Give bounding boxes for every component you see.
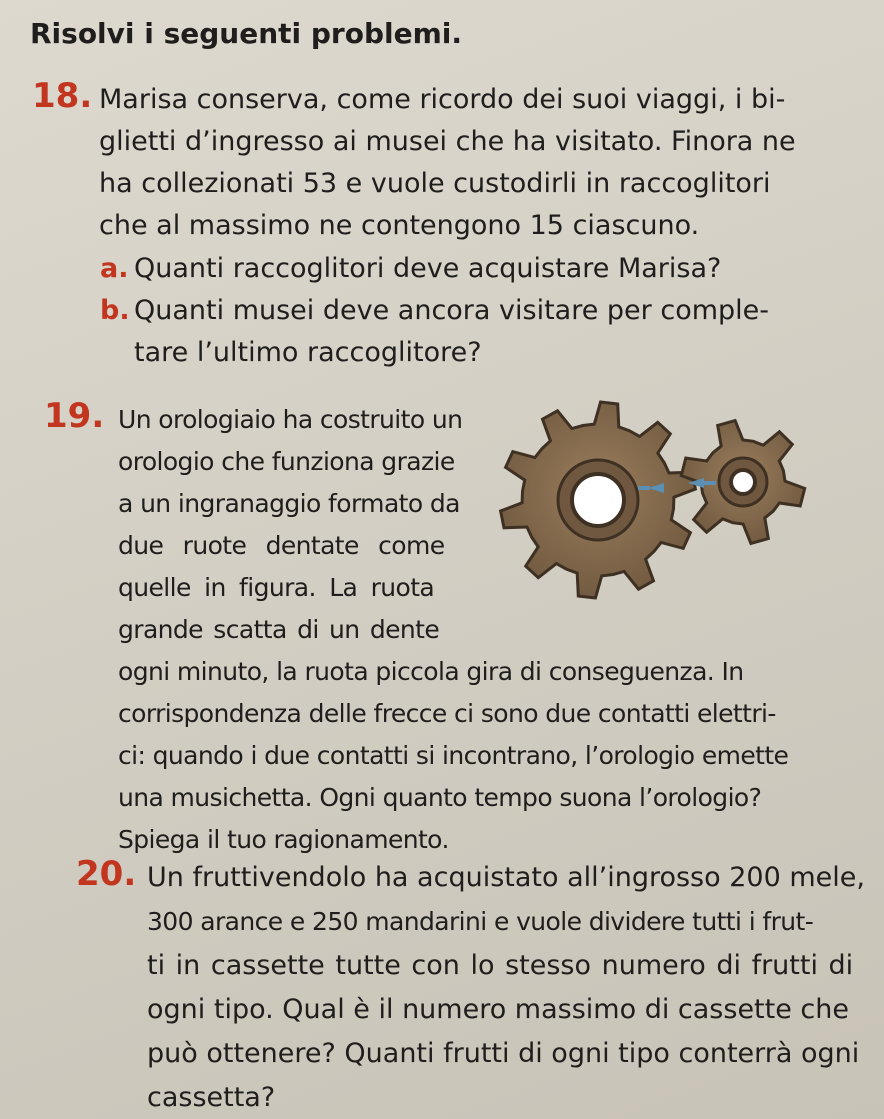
problem-19-number: 19. xyxy=(44,396,105,436)
section-heading: Risolvi i seguenti problemi. xyxy=(30,17,463,50)
problem-20-line-4: ogni tipo. Qual è il numero massimo di cassette che xyxy=(147,994,849,1025)
problem-19-line-2: orologio che funziona grazie xyxy=(118,447,455,476)
problem-18-b-line-1: Quanti musei deve ancora visitare per comple- xyxy=(134,295,770,326)
problem-19-line-3: a un ingranaggio formato da xyxy=(118,489,460,518)
problem-20-line-6: cassetta? xyxy=(147,1082,276,1113)
problem-19-line-10: una musichetta. Ogni quanto tempo suona l’orologio? xyxy=(118,783,762,812)
problem-19-line-4: due ruote dentate come xyxy=(118,531,445,560)
problem-19-line-9: ci: quando i due contatti si incontrano, l’orologio emette xyxy=(118,741,789,770)
problem-20-line-1: Un fruttivendolo ha acquistato all’ingrosso 200 mele, xyxy=(147,862,865,893)
problem-18-a-text: Quanti raccoglitori deve acquistare Marisa? xyxy=(134,253,722,284)
problem-19-line-8: corrispondenza delle frecce ci sono due contatti elettri- xyxy=(118,699,776,728)
problem-20-line-3: ti in cassette tutte con lo stesso numero di frutti di xyxy=(147,950,854,981)
problem-18-a-label: a. xyxy=(100,253,129,284)
arrow-large-gear-shaft xyxy=(638,486,650,490)
problem-19-line-1: Un orologiaio ha costruito un xyxy=(118,405,463,434)
problem-18-line-4: che al massimo ne contengono 15 ciascuno. xyxy=(99,210,700,241)
problem-19-line-7: ogni minuto, la ruota piccola gira di conseguenza. In xyxy=(118,657,744,686)
problem-18-line-1: Marisa conserva, come ricordo dei suoi viaggi, i bi- xyxy=(99,84,786,115)
problem-18-b-label: b. xyxy=(100,295,130,326)
problem-18-number: 18. xyxy=(32,76,93,116)
problem-20-line-5: può ottenere? Quanti frutti di ogni tipo conterrà ogni xyxy=(147,1038,860,1069)
gears-illustration xyxy=(498,385,828,600)
problem-19-line-11: Spiega il tuo ragionamento. xyxy=(118,825,449,854)
small-gear-hole xyxy=(731,470,755,494)
problem-18-b-line-2: tare l’ultimo raccoglitore? xyxy=(134,337,482,368)
problem-18-line-2: glietti d’ingresso ai musei che ha visitato. Finora ne xyxy=(99,126,796,157)
problem-19-line-5: quelle in figura. La ruota xyxy=(118,573,435,602)
arrow-small-gear-shaft xyxy=(702,481,716,485)
problem-19-line-6: grande scatta di un dente xyxy=(118,615,440,644)
problem-20-number: 20. xyxy=(76,854,137,894)
problem-20-line-2: 300 arance e 250 mandarini e vuole dividere tutti i frut- xyxy=(147,907,814,936)
problem-18-line-3: ha collezionati 53 e vuole custodirli in raccoglitori xyxy=(99,168,771,199)
large-gear-hole xyxy=(572,474,624,526)
